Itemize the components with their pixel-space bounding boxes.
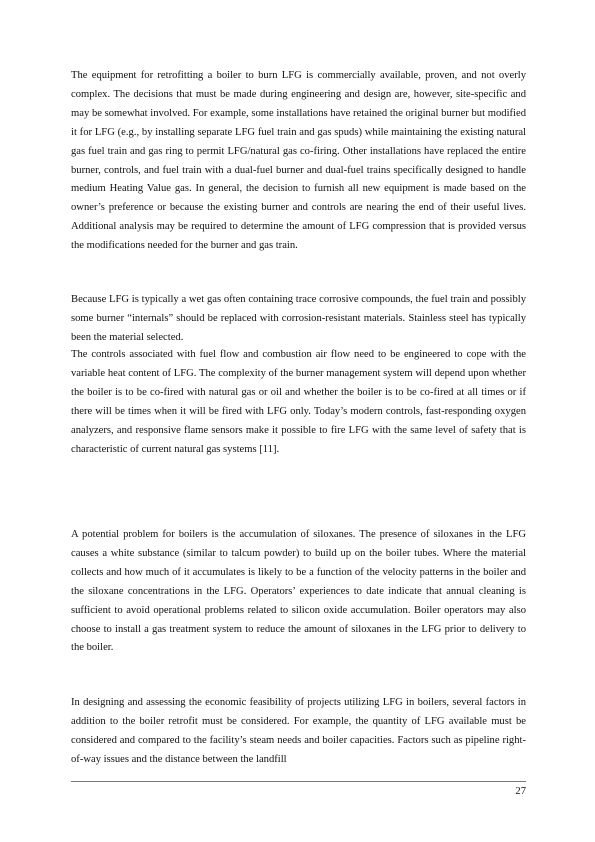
paragraph-siloxane-accumulation: A potential problem for boilers is the accumulation of siloxanes. The presence of siloxanes in the LFG causes a white substance (similar to talcum powder) to build up on the boiler tubes. Where the material collects and how much of it accumulates is likely to be a function of the velocity patterns in the boiler and the siloxane concentrations in the LFG. Operators’ experiences to date indicate that annual cleaning is sufficient to avoid operational problems related to silicon oxide accumulation. Boiler operators may also choose to install a gas treatment system to reduce the amount of siloxanes in the LFG prior to delivery to the boiler. [71,529,526,654]
page-number: 27 [515,786,526,797]
footer-divider [71,781,526,782]
page-body [71,0,526,842]
paragraph-boiler-retrofit-equipment: The equipment for retrofitting a boiler to burn LFG is commercially available, proven, and not overly complex. The decisions that must be made during engineering and design are, however, site-specific and may be somewhat involved. For example, some installations have retained the original burner but modified it for LFG (e.g., by installing separate LFG fuel train and gas spuds) while maintaining the existing natural gas fuel train and gas ring to permit LFG/natural gas co-firing. Other installations have replaced the entire burner, controls, and fuel train with a dual-fuel burner and dual-fuel trains specifically designed to handle medium Heating Value gas. In general, the decision to furnish all new equipment is made based on the owner’s preference or because the existing burner and controls are nearing the end of their useful lives. Additional analysis may be required to determine the amount of LFG compression that is provided versus the modifications needed for the burner and gas train. [71,70,526,252]
paragraph-fuel-flow-controls: The controls associated with fuel flow and combustion air flow need to be engineered to cope with the variable heat content of LFG. The complexity of the burner management system will depend upon whether the boiler is to be co-fired with natural gas or oil and whether the boiler is to be co-fired at all times or if there will be times when it will be fired with LFG only. Today’s modern controls, fast-responding oxygen analyzers, and responsive flame sensors make it possible to fire LFG with the same level of safety that is characteristic of current natural gas systems [11]. [71,349,526,455]
paragraph-corrosion-resistant-materials: Because LFG is typically a wet gas often containing trace corrosive compounds, the fuel train and possibly some burner “internals” should be replaced with corrosion-resistant materials. Stainless steel has typically been the material selected. [71,294,526,343]
paragraph-economic-feasibility: In designing and assessing the economic feasibility of projects utilizing LFG in boilers, several factors in addition to the boiler retrofit must be considered. For example, the quantity of LFG available must be considered and compared to the facility’s steam needs and boiler capacities. Factors such as pipeline right-of-way issues and the distance between the landfill [71,697,526,765]
